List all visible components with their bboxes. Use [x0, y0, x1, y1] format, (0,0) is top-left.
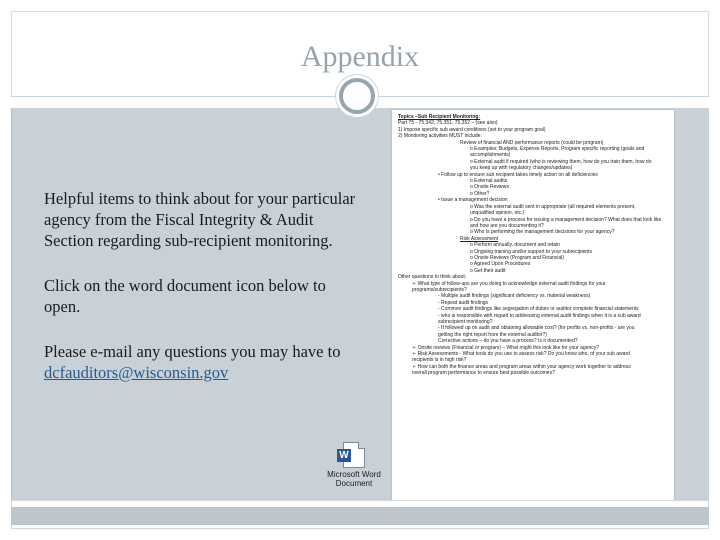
document-line: overall program performance to ensure best possible outcomes?: [412, 370, 555, 377]
email-link[interactable]: dcfauditors@wisconsin.gov: [44, 363, 229, 382]
document-line: Other questions to think about:: [398, 274, 467, 281]
word-icon-label: Microsoft Word Document: [327, 470, 381, 488]
document-line: subrecipient monitoring?: [438, 319, 493, 325]
document-line: ➢ Risk Assessments - What tools do you use to assess risk? Do you know who, of your sub award: [412, 351, 630, 358]
document-line: Topics –Sub Recipient Monitoring:: [398, 114, 481, 120]
document-line: 1) Impose specific sub award conditions (set to your program goal): [398, 126, 546, 133]
document-line: o Onsite Reviews (Program and Financial): [470, 254, 564, 261]
document-line: o Get their audit: [470, 267, 506, 274]
word-logo-icon: W: [337, 449, 351, 462]
document-line: - Repeat audit findings: [438, 299, 489, 306]
document-line: - If followed up on audit and obtaining allowable cost? (for profits vs. non-profits - are you: [438, 325, 635, 332]
paragraph-helpful-items: Helpful items to think about for your particular agency from the Fiscal Integrity & Audit Section regarding sub-recipient monitoring.: [44, 189, 356, 250]
document-line: o Was the external audit sent in appropriate (all required elements present,: [470, 203, 636, 210]
document-line: Part 75 - 75.342, 75.351, 75.352 – (see also): [398, 120, 498, 127]
document-line: o External audit if required (who is reviewing them, how do you train them, how do: [470, 158, 652, 165]
slide-title: Appendix: [300, 40, 420, 73]
document-line: o Onsite Reviews: [470, 184, 509, 191]
document-line: o Other?: [470, 190, 490, 197]
panel-left-edge: [11, 108, 12, 500]
document-line: o Agreed Upon Procedures: [470, 261, 531, 268]
document-line: Review of financial AND performance reports (could be program): [460, 139, 604, 146]
document-line: • Issue a management decision: [438, 197, 508, 204]
document-line: o Do you have a process for issuing a management decision? What does that look like: [470, 216, 662, 223]
document-line: Corrective actions – do you have a process? Is it documented?: [438, 338, 578, 345]
document-line: - Multiple audit findings (significant deficiency vs. material weakness): [438, 293, 591, 300]
document-line: o Perform annually, document and retain: [470, 242, 560, 249]
document-line: recipients is in high risk?: [412, 357, 467, 364]
email-prefix: Please e-mail any questions you may have to: [44, 342, 341, 361]
document-line: Risk Assessment: [460, 235, 499, 242]
document-line: ➢ What type of follow-ups are you doing to acknowledge external audit findings for your: [412, 280, 606, 287]
paragraph-email: [44, 341, 364, 383]
decorative-circle-icon: [339, 78, 375, 114]
document-preview: [392, 110, 674, 500]
document-line: ➢ How can both the finance areas and program areas within your agency work together to address: [412, 363, 631, 370]
document-line: 2) Monitoring activities MUST include:: [398, 133, 482, 140]
document-line: and how are you documenting it?: [470, 222, 544, 229]
paragraph-click-icon: Click on the word document icon below to open.: [44, 276, 326, 316]
document-line: getting the right report from the external auditor?): [438, 331, 547, 338]
document-line: - Common audit findings like segregation of duties or auditor complete financial statements: [438, 306, 639, 313]
document-line: accomplishments): [470, 152, 511, 159]
document-line: unqualified opinion, etc.): [470, 210, 525, 217]
document-line: ➢ Onsite reviews (Financial or program) – What might this look like for your agency?: [412, 344, 600, 351]
document-line: you keep up with regulatory changes/updates): [470, 165, 573, 172]
footer-bar: [11, 507, 709, 525]
word-document-icon[interactable]: [323, 442, 385, 504]
document-line: o Ongoing training and/or support to your subrecipients: [470, 248, 593, 255]
document-line: o Examples: Budgets, Expense Reports, Program specific reporting (goals and: [470, 146, 645, 153]
document-line: programs/subrecipients?: [412, 286, 467, 293]
document-line: - who is responsible with regard to addressing external audit findings when it is a sub award: [438, 312, 641, 319]
document-line: o Who is performing the management decisions for your agency?: [470, 229, 615, 236]
document-line: • Follow up to ensure sub recipient takes timely action on all deficiencies: [438, 171, 598, 178]
document-line: o External audits: [470, 178, 508, 185]
body-text: [44, 188, 364, 407]
